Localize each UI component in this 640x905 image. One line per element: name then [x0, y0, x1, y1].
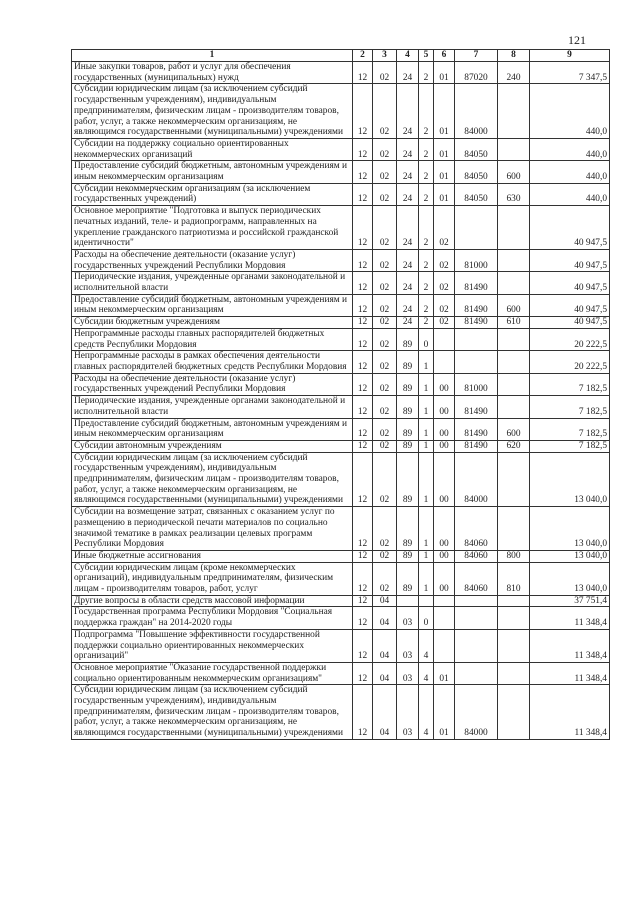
header-row [72, 50, 610, 62]
amount-cell: 13 040,0 [530, 550, 610, 562]
code-cell: 24 [397, 183, 419, 205]
table-row [72, 249, 610, 271]
table-row [72, 396, 610, 418]
code-cell: 81000 [455, 373, 498, 395]
code-cell: 89 [397, 452, 419, 507]
code-cell [498, 84, 530, 139]
code-cell: 1 [419, 396, 434, 418]
code-cell: 02 [373, 183, 397, 205]
code-cell: 1 [419, 550, 434, 562]
code-cell [434, 607, 455, 629]
code-cell: 12 [353, 138, 373, 160]
row-name: Субсидии на возмещение затрат, связанных с оказанием услуг по размещению в периодической печати материалов по социально значимой тематике в рамках реализации целевых программ Республики Мордовия [72, 507, 353, 551]
code-cell: 1 [419, 373, 434, 395]
row-name: Другие вопросы в области средств массовой информации [72, 595, 353, 607]
code-cell: 02 [373, 440, 397, 452]
code-cell: 2 [419, 272, 434, 294]
row-name: Субсидии юридическим лицам (за исключением субсидий государственным учреждениям), индивидуальным предпринимателям, физическим лицам - производителям товаров, работ, услуг, а также некоммерческим организациям, не являющимся государственными (муниципальными) учреждениями [72, 685, 353, 740]
code-cell: 12 [353, 507, 373, 551]
code-cell: 1 [419, 562, 434, 595]
code-cell: 12 [353, 685, 373, 740]
row-name: Субсидии юридическим лицам (за исключением субсидий государственным учреждениям), индивидуальным предпринимателям, физическим лицам - производителям товаров, работ, услуг, а также некоммерческим организациям, не являющимся государственными (муниципальными) учреждениями [72, 452, 353, 507]
code-cell: 12 [353, 183, 373, 205]
code-cell: 03 [397, 662, 419, 684]
row-name: Предоставление субсидий бюджетным, автономным учреждениям и иным некоммерческим организациям [72, 418, 353, 440]
code-cell [498, 249, 530, 271]
table-row [72, 440, 610, 452]
code-cell: 00 [434, 550, 455, 562]
code-cell: 89 [397, 440, 419, 452]
table-row [72, 662, 610, 684]
code-cell [498, 507, 530, 551]
table-row [72, 452, 610, 507]
amount-cell: 13 040,0 [530, 562, 610, 595]
table-row [72, 206, 610, 250]
code-cell: 89 [397, 507, 419, 551]
code-cell: 02 [373, 373, 397, 395]
table-row [72, 328, 610, 350]
amount-cell: 7 182,5 [530, 440, 610, 452]
table-row [72, 351, 610, 373]
code-cell: 2 [419, 294, 434, 316]
code-cell: 12 [353, 418, 373, 440]
table-row [72, 317, 610, 329]
row-name: Субсидии на поддержку социально ориентированных некоммерческих организаций [72, 138, 353, 160]
code-cell: 4 [419, 662, 434, 684]
table-row [72, 607, 610, 629]
table-row [72, 272, 610, 294]
row-name: Подпрограмма "Повышение эффективности государственной поддержки социально ориентированных некоммерческих организаций" [72, 629, 353, 662]
row-name: Субсидии юридическим лицам (за исключением субсидий государственным учреждениям), индивидуальным предпринимателям, физическим лицам - производителям товаров, работ, услуг, а также некоммерческим организациям, не являющимся государственными (муниципальными) учреждениями [72, 84, 353, 139]
code-cell [498, 373, 530, 395]
code-cell: 810 [498, 562, 530, 595]
code-cell: 12 [353, 294, 373, 316]
amount-cell: 440,0 [530, 138, 610, 160]
code-cell [397, 595, 419, 607]
code-cell [498, 351, 530, 373]
code-cell: 02 [373, 351, 397, 373]
code-cell: 01 [434, 62, 455, 84]
code-cell: 800 [498, 550, 530, 562]
code-cell: 12 [353, 328, 373, 350]
code-cell: 84050 [455, 183, 498, 205]
code-cell: 81490 [455, 396, 498, 418]
code-cell: 24 [397, 161, 419, 183]
code-cell: 89 [397, 550, 419, 562]
code-cell: 2 [419, 206, 434, 250]
code-cell [498, 396, 530, 418]
code-cell: 02 [434, 294, 455, 316]
code-cell: 02 [373, 452, 397, 507]
header-cell: 6 [434, 50, 455, 62]
code-cell: 02 [373, 84, 397, 139]
amount-cell: 440,0 [530, 84, 610, 139]
code-cell [498, 685, 530, 740]
code-cell: 00 [434, 562, 455, 595]
code-cell: 01 [434, 138, 455, 160]
table-row [72, 84, 610, 139]
amount-cell: 11 348,4 [530, 685, 610, 740]
header-cell: 9 [530, 50, 610, 62]
row-name: Предоставление субсидий бюджетным, автономным учреждениям и иным некоммерческим организациям [72, 294, 353, 316]
code-cell [498, 595, 530, 607]
table-row [72, 629, 610, 662]
code-cell [498, 607, 530, 629]
code-cell [498, 328, 530, 350]
code-cell: 24 [397, 84, 419, 139]
code-cell: 240 [498, 62, 530, 84]
code-cell: 81490 [455, 418, 498, 440]
row-name: Иные закупки товаров, работ и услуг для обеспечения государственных (муниципальных) нужд [72, 62, 353, 84]
code-cell: 12 [353, 161, 373, 183]
code-cell: 12 [353, 440, 373, 452]
amount-cell: 13 040,0 [530, 452, 610, 507]
code-cell: 04 [373, 662, 397, 684]
code-cell: 03 [397, 607, 419, 629]
table-row [72, 418, 610, 440]
code-cell: 01 [434, 161, 455, 183]
row-name: Основное мероприятие "Оказание государственной поддержки социально ориентированным некоммерческим организациям" [72, 662, 353, 684]
code-cell: 4 [419, 685, 434, 740]
code-cell: 00 [434, 452, 455, 507]
code-cell: 89 [397, 328, 419, 350]
budget-table [71, 49, 610, 740]
code-cell: 600 [498, 294, 530, 316]
code-cell: 12 [353, 84, 373, 139]
code-cell: 24 [397, 206, 419, 250]
code-cell [434, 629, 455, 662]
code-cell: 12 [353, 662, 373, 684]
code-cell: 84000 [455, 84, 498, 139]
code-cell: 04 [373, 595, 397, 607]
table-row [72, 138, 610, 160]
amount-cell: 40 947,5 [530, 294, 610, 316]
code-cell: 84050 [455, 161, 498, 183]
code-cell: 81490 [455, 317, 498, 329]
amount-cell: 20 222,5 [530, 351, 610, 373]
code-cell [498, 662, 530, 684]
code-cell: 0 [419, 607, 434, 629]
code-cell: 630 [498, 183, 530, 205]
table-row [72, 183, 610, 205]
table-body [72, 62, 610, 740]
code-cell: 89 [397, 418, 419, 440]
amount-cell: 11 348,4 [530, 662, 610, 684]
code-cell: 00 [434, 507, 455, 551]
table-row [72, 685, 610, 740]
table-row [72, 62, 610, 84]
code-cell: 02 [373, 507, 397, 551]
table-row [72, 507, 610, 551]
code-cell: 1 [419, 452, 434, 507]
code-cell: 12 [353, 206, 373, 250]
amount-cell: 11 348,4 [530, 607, 610, 629]
code-cell: 02 [373, 317, 397, 329]
code-cell: 12 [353, 272, 373, 294]
code-cell: 02 [373, 249, 397, 271]
row-name: Основное мероприятие "Подготовка и выпуск периодических печатных изданий, теле- и радиопрограмм, направленных на укрепление гражданского патриотизма и российской гражданской идентичности" [72, 206, 353, 250]
header-cell: 5 [419, 50, 434, 62]
code-cell: 12 [353, 62, 373, 84]
code-cell: 87020 [455, 62, 498, 84]
code-cell: 12 [353, 249, 373, 271]
header-cell: 8 [498, 50, 530, 62]
table-row [72, 595, 610, 607]
amount-cell: 40 947,5 [530, 317, 610, 329]
code-cell: 24 [397, 62, 419, 84]
code-cell: 24 [397, 294, 419, 316]
code-cell: 03 [397, 629, 419, 662]
row-name: Субсидии автономным учреждениям [72, 440, 353, 452]
code-cell: 620 [498, 440, 530, 452]
code-cell: 2 [419, 62, 434, 84]
header-cell: 4 [397, 50, 419, 62]
amount-cell: 7 182,5 [530, 373, 610, 395]
code-cell: 04 [373, 685, 397, 740]
code-cell [455, 351, 498, 373]
code-cell: 02 [373, 294, 397, 316]
page-number: 121 [568, 33, 586, 47]
code-cell: 4 [419, 629, 434, 662]
row-name: Предоставление субсидий бюджетным, автономным учреждениям и иным некоммерческим организациям [72, 161, 353, 183]
code-cell: 2 [419, 249, 434, 271]
table-row [72, 161, 610, 183]
code-cell: 02 [373, 550, 397, 562]
table-row [72, 550, 610, 562]
code-cell: 02 [373, 138, 397, 160]
code-cell: 1 [419, 440, 434, 452]
code-cell: 00 [434, 373, 455, 395]
amount-cell: 440,0 [530, 183, 610, 205]
code-cell: 00 [434, 396, 455, 418]
code-cell: 12 [353, 562, 373, 595]
code-cell [498, 272, 530, 294]
code-cell [455, 328, 498, 350]
code-cell: 12 [353, 452, 373, 507]
code-cell: 610 [498, 317, 530, 329]
code-cell: 01 [434, 662, 455, 684]
row-name: Иные бюджетные ассигнования [72, 550, 353, 562]
code-cell: 84000 [455, 685, 498, 740]
code-cell [455, 662, 498, 684]
amount-cell: 7 182,5 [530, 418, 610, 440]
row-name: Субсидии юридическим лицам (кроме некоммерческих организаций), индивидуальным предпринимателям, физическим лицам - производителям товаров, работ, услуг [72, 562, 353, 595]
row-name: Государственная программа Республики Мордовия "Социальная поддержка граждан" на 2014-2020 годы [72, 607, 353, 629]
code-cell: 01 [434, 183, 455, 205]
row-name: Непрограммные расходы в рамках обеспечения деятельности главных распорядителей бюджетных средств Республики Мордовия [72, 351, 353, 373]
code-cell [498, 206, 530, 250]
amount-cell: 20 222,5 [530, 328, 610, 350]
code-cell: 24 [397, 249, 419, 271]
code-cell: 12 [353, 595, 373, 607]
code-cell: 600 [498, 161, 530, 183]
code-cell: 24 [397, 272, 419, 294]
code-cell: 2 [419, 183, 434, 205]
amount-cell: 37 751,4 [530, 595, 610, 607]
table-row [72, 373, 610, 395]
code-cell: 04 [373, 629, 397, 662]
code-cell: 81000 [455, 249, 498, 271]
code-cell [498, 629, 530, 662]
code-cell: 02 [373, 562, 397, 595]
row-name: Субсидии бюджетным учреждениям [72, 317, 353, 329]
code-cell: 12 [353, 373, 373, 395]
code-cell: 89 [397, 351, 419, 373]
code-cell: 12 [353, 396, 373, 418]
row-name: Непрограммные расходы главных распорядителей бюджетных средств Республики Мордовия [72, 328, 353, 350]
header-cell: 7 [455, 50, 498, 62]
code-cell [455, 206, 498, 250]
amount-cell: 40 947,5 [530, 249, 610, 271]
amount-cell: 7 347,5 [530, 62, 610, 84]
code-cell: 02 [434, 272, 455, 294]
row-name: Расходы на обеспечение деятельности (оказание услуг) государственных учреждений Республики Мордовия [72, 249, 353, 271]
amount-cell: 13 040,0 [530, 507, 610, 551]
code-cell: 02 [373, 328, 397, 350]
code-cell: 89 [397, 562, 419, 595]
code-cell [434, 328, 455, 350]
code-cell: 600 [498, 418, 530, 440]
header-cell: 2 [353, 50, 373, 62]
table-row [72, 562, 610, 595]
code-cell: 84060 [455, 562, 498, 595]
code-cell: 02 [434, 206, 455, 250]
code-cell [419, 595, 434, 607]
code-cell: 02 [373, 418, 397, 440]
code-cell: 81490 [455, 272, 498, 294]
code-cell: 02 [373, 272, 397, 294]
code-cell: 89 [397, 396, 419, 418]
code-cell: 84050 [455, 138, 498, 160]
table-row [72, 294, 610, 316]
code-cell: 84000 [455, 452, 498, 507]
code-cell: 89 [397, 373, 419, 395]
code-cell: 24 [397, 317, 419, 329]
code-cell: 2 [419, 138, 434, 160]
code-cell: 00 [434, 440, 455, 452]
code-cell: 84060 [455, 507, 498, 551]
code-cell: 1 [419, 418, 434, 440]
code-cell: 12 [353, 351, 373, 373]
row-name: Периодические издания, учрежденные органами законодательной и исполнительной власти [72, 396, 353, 418]
code-cell [455, 607, 498, 629]
code-cell: 02 [373, 62, 397, 84]
code-cell [455, 629, 498, 662]
code-cell: 02 [434, 249, 455, 271]
code-cell: 04 [373, 607, 397, 629]
code-cell: 00 [434, 418, 455, 440]
code-cell [455, 595, 498, 607]
amount-cell: 40 947,5 [530, 272, 610, 294]
code-cell: 0 [419, 328, 434, 350]
row-name: Субсидии некоммерческим организациям (за исключением государственных учреждений) [72, 183, 353, 205]
code-cell: 03 [397, 685, 419, 740]
amount-cell: 11 348,4 [530, 629, 610, 662]
amount-cell: 7 182,5 [530, 396, 610, 418]
code-cell: 1 [419, 507, 434, 551]
code-cell: 2 [419, 161, 434, 183]
code-cell: 12 [353, 317, 373, 329]
code-cell: 02 [373, 206, 397, 250]
header-cell: 1 [72, 50, 353, 62]
code-cell [498, 452, 530, 507]
code-cell: 84060 [455, 550, 498, 562]
amount-cell: 440,0 [530, 161, 610, 183]
code-cell: 01 [434, 84, 455, 139]
code-cell: 12 [353, 629, 373, 662]
code-cell: 1 [419, 351, 434, 373]
code-cell: 2 [419, 84, 434, 139]
code-cell: 02 [434, 317, 455, 329]
code-cell [434, 351, 455, 373]
code-cell: 2 [419, 317, 434, 329]
code-cell: 24 [397, 138, 419, 160]
row-name: Периодические издания, учрежденные органами законодательной и исполнительной власти [72, 272, 353, 294]
row-name: Расходы на обеспечение деятельности (оказание услуг) государственных учреждений Республики Мордовия [72, 373, 353, 395]
code-cell [498, 138, 530, 160]
code-cell: 81490 [455, 440, 498, 452]
amount-cell: 40 947,5 [530, 206, 610, 250]
code-cell: 01 [434, 685, 455, 740]
code-cell: 81490 [455, 294, 498, 316]
code-cell: 02 [373, 161, 397, 183]
code-cell: 02 [373, 396, 397, 418]
header-cell: 3 [373, 50, 397, 62]
code-cell [434, 595, 455, 607]
code-cell: 12 [353, 607, 373, 629]
code-cell: 12 [353, 550, 373, 562]
